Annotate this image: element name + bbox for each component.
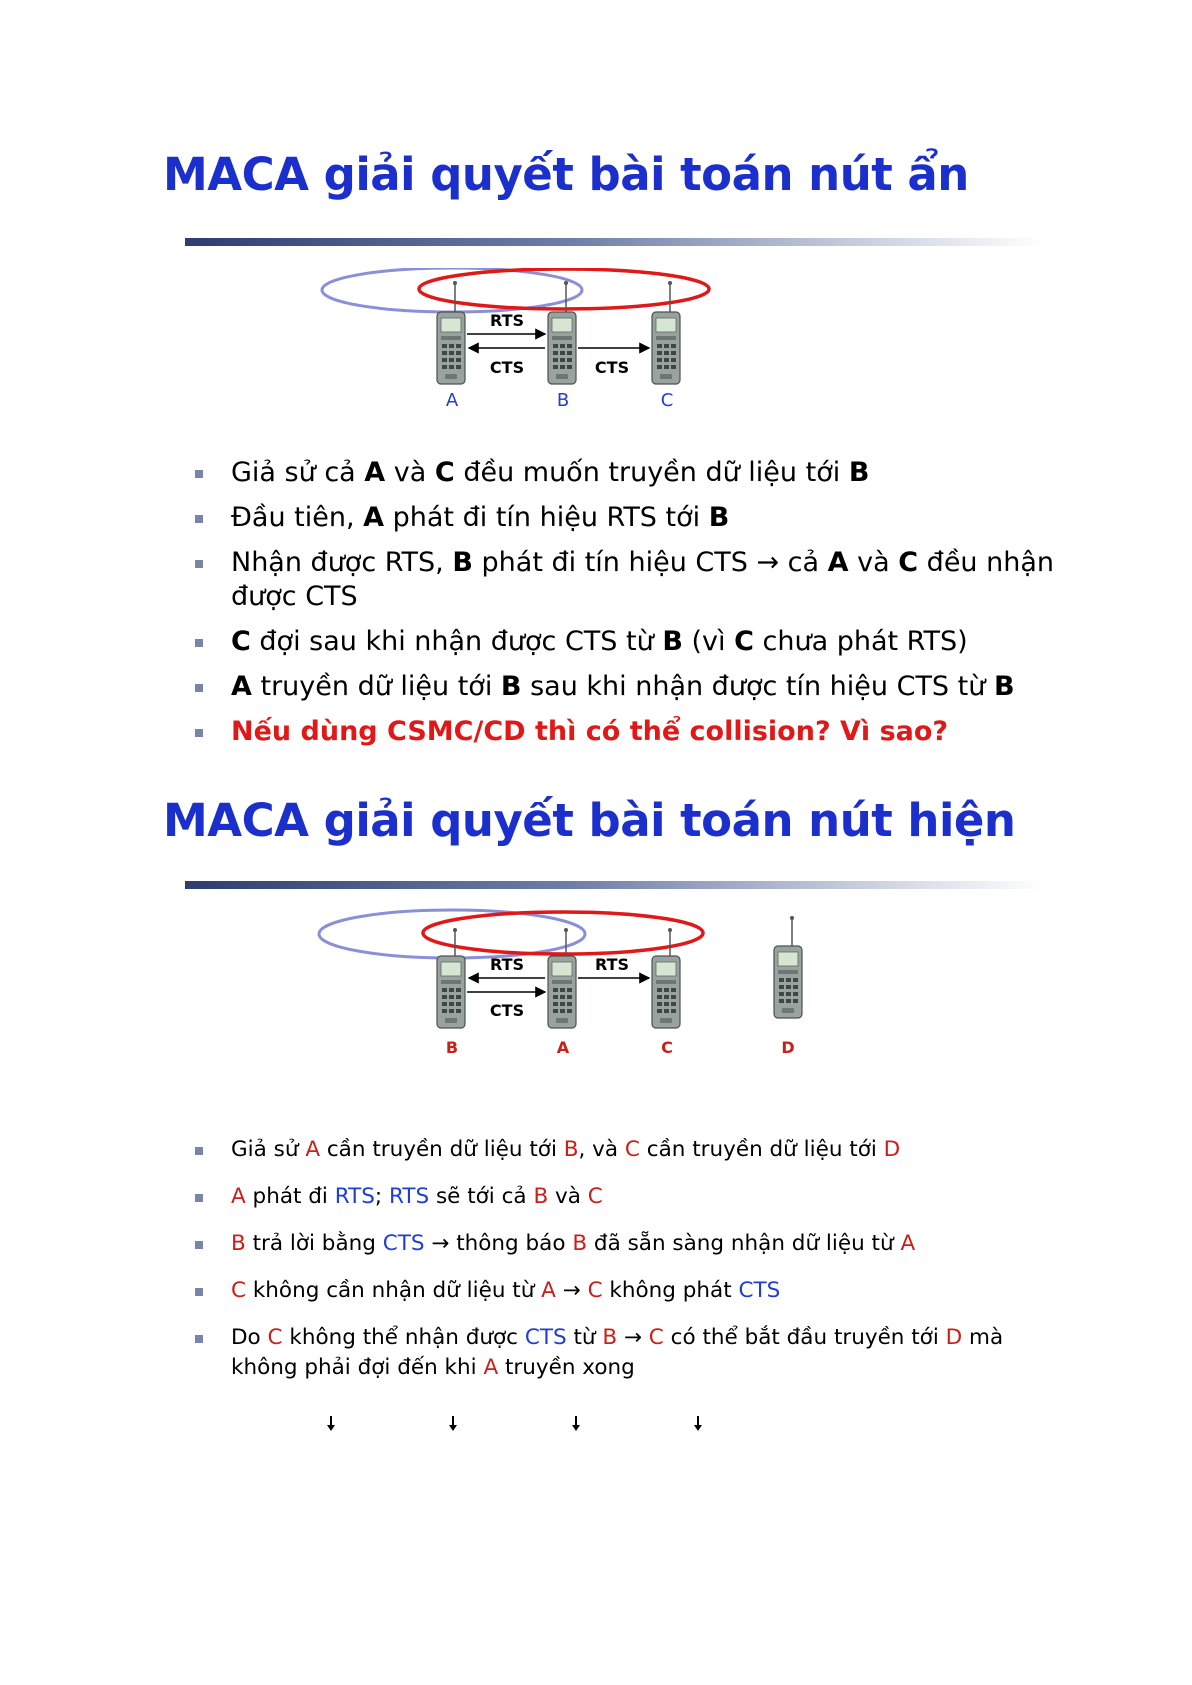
- bullet-square-icon: [195, 1288, 203, 1296]
- bullet-square-icon: [195, 639, 203, 647]
- node-label-c: C: [660, 390, 674, 411]
- node-label-c: C: [661, 1038, 673, 1057]
- node-label-a: A: [556, 1038, 570, 1057]
- down-arrow-icon: [572, 1416, 580, 1431]
- slide-title: MACA giải quyết bài toán nút ẩn: [163, 148, 969, 201]
- cts-label: CTS: [489, 1001, 525, 1020]
- bullet-item: C không cần nhận dữ liệu từ A → C không phát CTS: [195, 1276, 1045, 1306]
- bullet-square-icon: [195, 729, 203, 737]
- footer-arrows: [147, 1410, 1077, 1440]
- exposed-node-diagram: [307, 908, 867, 1078]
- bullet-item: A phát đi RTS; RTS sẽ tới cả B và C: [195, 1182, 1045, 1212]
- bullet-item: Đầu tiên, A phát đi tín hiệu RTS tới B: [195, 501, 1075, 535]
- range-ring-left: [319, 910, 585, 958]
- hidden-node-diagram: [307, 268, 867, 428]
- slide-hidden-node: [147, 140, 1077, 790]
- bullet-list: [195, 1135, 1045, 1400]
- bullet-square-icon: [195, 515, 203, 523]
- bullet-item: A truyền dữ liệu tới B sau khi nhận được tín hiệu CTS từ B: [195, 670, 1075, 704]
- node-label-b: B: [556, 390, 570, 411]
- phone-d-icon: [774, 916, 802, 1018]
- node-label-b: B: [445, 1038, 459, 1057]
- bullet-square-icon: [195, 560, 203, 568]
- bullet-list: [195, 456, 1075, 760]
- bullet-square-icon: [195, 1194, 203, 1202]
- title-divider: [185, 881, 1045, 889]
- range-ring-b: [419, 269, 709, 309]
- phone-c-icon: [652, 928, 680, 1028]
- bullet-square-icon: [195, 470, 203, 478]
- bullet-square-icon: [195, 1147, 203, 1155]
- rts-label: RTS: [489, 311, 525, 330]
- bullet-item: C đợi sau khi nhận được CTS từ B (vì C chưa phát RTS): [195, 625, 1075, 659]
- cts-label-right: CTS: [594, 358, 630, 377]
- bullet-item: Nhận được RTS, B phát đi tín hiệu CTS → cả A và C đều nhận được CTS: [195, 546, 1075, 614]
- bullet-item: Do C không thể nhận được CTS từ B → C có thể bắt đầu truyền tới D mà không phải đợi đến khi A truyền xong: [195, 1323, 1045, 1383]
- rts-label-right: RTS: [594, 955, 630, 974]
- phone-a-icon: [437, 281, 465, 384]
- phone-b-icon: [548, 281, 576, 384]
- rts-label-left: RTS: [489, 955, 525, 974]
- bullet-square-icon: [195, 684, 203, 692]
- slide-title: MACA giải quyết bài toán nút hiện: [163, 794, 1016, 847]
- node-label-d: D: [781, 1038, 795, 1057]
- title-divider: [185, 238, 1045, 246]
- down-arrow-icon: [327, 1416, 335, 1431]
- node-label-a: A: [445, 390, 459, 411]
- down-arrow-icon: [694, 1416, 702, 1431]
- bullet-square-icon: [195, 1241, 203, 1249]
- down-arrow-icon: [449, 1416, 457, 1431]
- bullet-item-question: Nếu dùng CSMC/CD thì có thể collision? Vì sao?: [195, 715, 1075, 749]
- bullet-item: Giả sử A cần truyền dữ liệu tới B, và C cần truyền dữ liệu tới D: [195, 1135, 1045, 1165]
- phone-c-icon: [652, 281, 680, 384]
- bullet-square-icon: [195, 1335, 203, 1343]
- bullet-item: B trả lời bằng CTS → thông báo B đã sẵn sàng nhận dữ liệu từ A: [195, 1229, 1045, 1259]
- slide-exposed-node: [147, 790, 1077, 1455]
- cts-label-left: CTS: [489, 358, 525, 377]
- bullet-item: Giả sử cả A và C đều muốn truyền dữ liệu tới B: [195, 456, 1075, 490]
